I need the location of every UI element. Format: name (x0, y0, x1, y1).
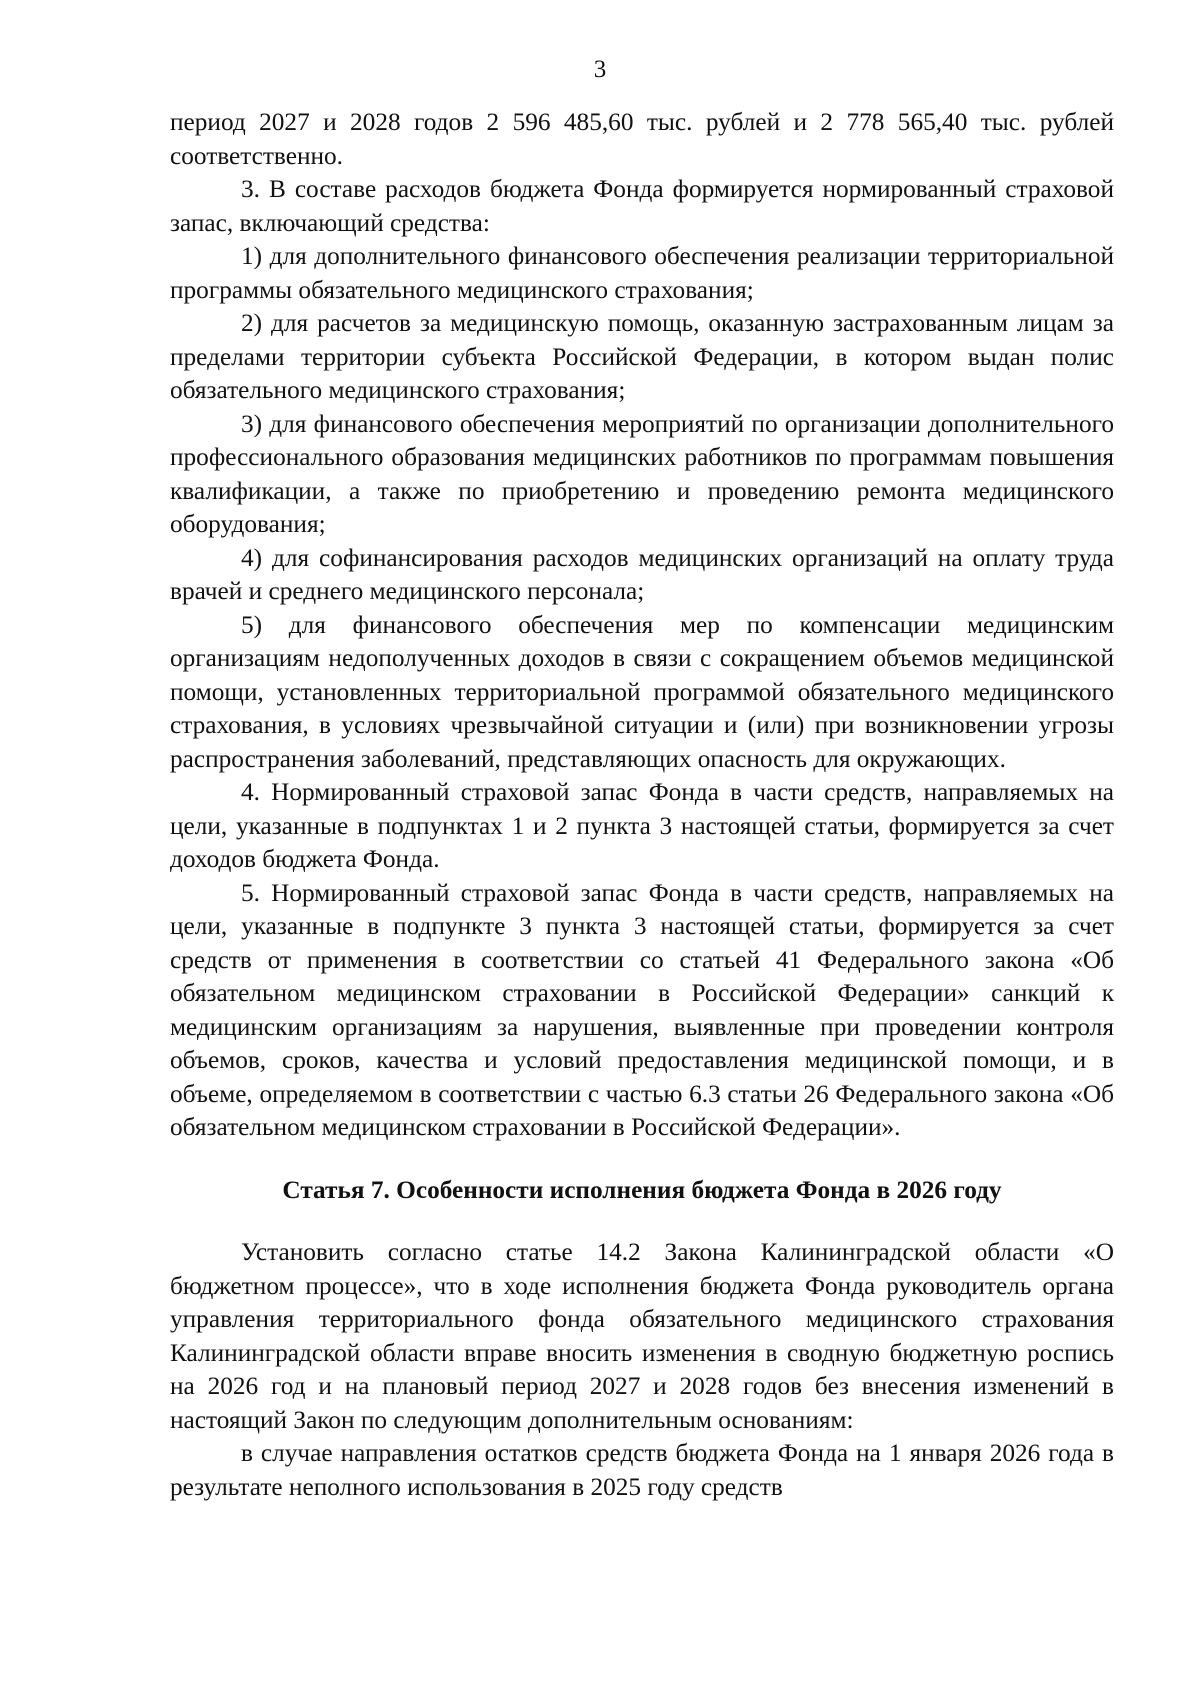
paragraph: период 2027 и 2028 годов 2 596 485,60 тыс. рублей и 2 778 565,40 тыс. рублей соответственно. (170, 108, 1114, 170)
subitem-3: 3) для финансового обеспечения мероприятий по организации дополнительного профессионального образования медицинских работников по программам повышения квалификации, а также по приобретению и проведению ремонта медицинского оборудования; (170, 409, 1114, 538)
paragraph-item-3: 3. В составе расходов бюджета Фонда формируется нормированный страховой запас, включающий средства: (170, 175, 1114, 237)
subitem-1: 1) для дополнительного финансового обеспечения реализации территориальной программы обязательного медицинского страхования; (170, 242, 1114, 304)
subitem-4: 4) для софинансирования расходов медицинских организаций на оплату труда врачей и среднего медицинского персонала; (170, 543, 1114, 605)
paragraph-article-7-case: в случае направления остатков средств бюджета Фонда на 1 января 2026 года в результате неполного использования в 2025 году средств (170, 1439, 1114, 1501)
document-body (170, 106, 1114, 1504)
subitem-2: 2) для расчетов за медицинскую помощь, оказанную застрахованным лицам за пределами территории субъекта Российской Федерации, в котором выдан полис обязательного медицинского страхования; (170, 309, 1114, 404)
subitem-5: 5) для финансового обеспечения мер по компенсации медицинским организациям недополученных доходов в связи с сокращением объемов медицинской помощи, установленных территориальной программой обязательного медицинского страхования, в условиях чрезвычайной ситуации и (или) при возникновении угрозы распространения заболеваний, представляющих опасность для окружающих. (170, 610, 1114, 773)
paragraph-item-5: 5. Нормированный страховой запас Фонда в части средств, направляемых на цели, указанные в подпункте 3 пункта 3 настоящей статьи, формируется за счет средств от применения в соответствии со статьей 41 Федерального закона «Об обязательном медицинском страховании в Российской Федерации» санкций к медицинским организациям за нарушения, выявленные при проведении контроля объемов, сроков, качества и условий предоставления медицинской помощи, и в объеме, определяемом в соответствии с частью 6.3 статьи 26 Федерального закона «Об обязательном медицинском страховании в Российской Федерации». (170, 878, 1114, 1141)
paragraph-item-4: 4. Нормированный страховой запас Фонда в части средств, направляемых на цели, указанные в подпунктах 1 и 2 пункта 3 настоящей статьи, формируется за счет доходов бюджета Фонда. (170, 778, 1114, 873)
page-number: 3 (593, 56, 607, 83)
article-7-heading: Статья 7. Особенности исполнения бюджета Фонда в 2026 году (282, 1175, 1002, 1204)
paragraph-article-7-main: Установить согласно статье 14.2 Закона Калининградской области «О бюджетном процессе», что в ходе исполнения бюджета Фонда руководитель органа управления территориального фонда обязательного медицинского страхования Калининградской области вправе вносить изменения в сводную бюджетную роспись на 2026 год и на плановый период 2027 и 2028 годов без внесения изменений в настоящий Закон по следующим дополнительным основаниям: (170, 1238, 1114, 1434)
